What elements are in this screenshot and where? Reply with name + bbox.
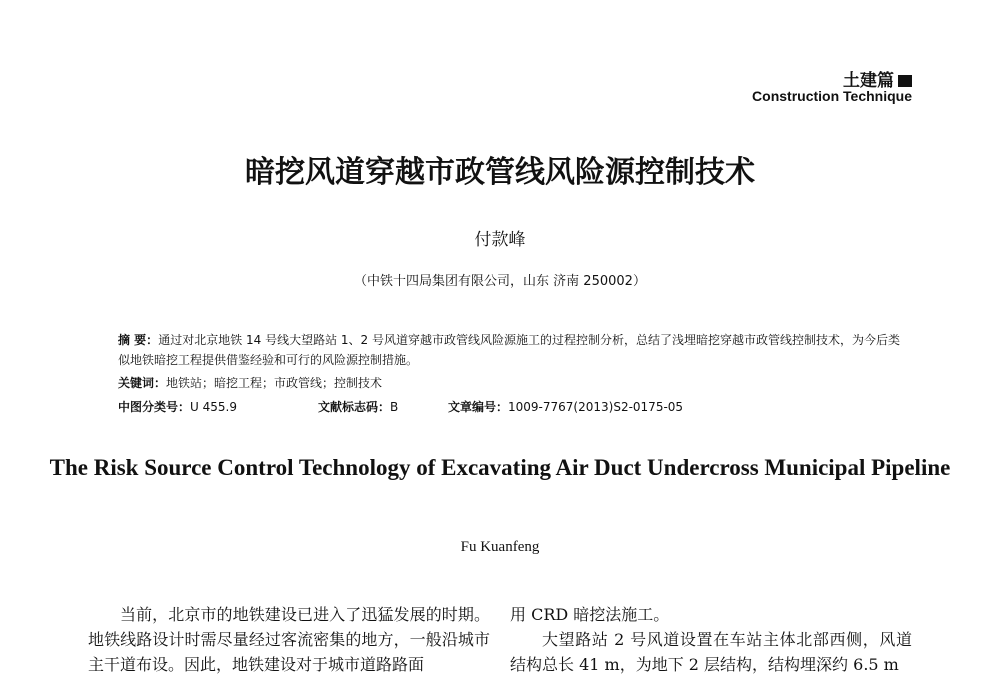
clc-label: 中图分类号： [118, 400, 191, 414]
abstract [118, 330, 908, 370]
paper-title-en: The Risk Source Control Technology of Excavating Air Duct Undercross Municipal Pipeline [49, 455, 951, 480]
paper-title-cn: 暗挖风道穿越市政管线风险源控制技术 [245, 155, 755, 190]
body-right-column [510, 602, 912, 677]
abstract-text: 通过对北京地铁 14 号线大望路站 1、2 号风道穿越市政管线风险源施工的过程控制分析，总结了浅埋暗挖穿越市政管线控制技术，为今后类似地铁暗挖工程提供借鉴经验和可行的风险源控制措施。 [118, 333, 900, 367]
body-left-column: 当前，北京市的地铁建设已进入了迅猛发展的时期。地铁线路设计时需尽量经过客流密集的地方，一般沿城市主干道布设。因此，地铁建设对于城市道路路面 [88, 605, 490, 674]
abstract-label: 摘 要： [118, 333, 159, 347]
section-label-en: Construction Technique [752, 88, 912, 104]
clc-value: U 455.9 [190, 400, 237, 414]
affiliation: （中铁十四局集团有限公司，山东 济南 250002） [354, 274, 646, 289]
doc-code-value: B [390, 400, 399, 414]
document-code [318, 398, 398, 415]
author-en: Fu Kuanfeng [460, 539, 540, 555]
keywords-text: 地铁站；暗挖工程；市政管线；控制技术 [166, 376, 383, 390]
body-right-paragraph-1: 用 CRD 暗挖法施工。 [510, 605, 670, 624]
section-label-cn-text: 土建篇 [843, 71, 894, 91]
author-cn: 付款峰 [474, 230, 526, 250]
article-number [448, 398, 683, 415]
section-marker-icon [898, 75, 912, 87]
keywords-label: 关键词： [118, 376, 167, 390]
body-right-paragraph-2: 大望路站 2 号风道设置在车站主体北部西侧，风道结构总长 41 m，为地下 2 层结构，结构埋深约 6.5 m [510, 630, 912, 674]
article-no-value: 1009-7767(2013)S2-0175-05 [508, 400, 684, 414]
article-no-label: 文章编号： [448, 400, 509, 414]
doc-code-label: 文献标志码： [318, 400, 391, 414]
keywords [118, 374, 382, 391]
clc-number [118, 398, 237, 415]
